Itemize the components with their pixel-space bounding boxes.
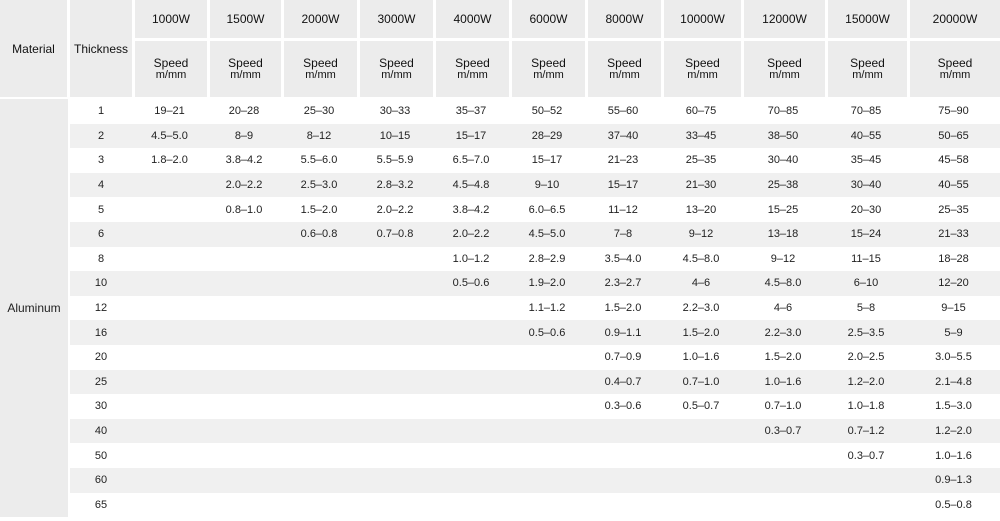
speed-header-row xyxy=(0,41,1000,99)
speed-cell xyxy=(132,370,207,395)
power-header: 12000W xyxy=(741,0,825,41)
speed-cell: 75–90 xyxy=(907,99,1000,124)
speed-cell: 18–28 xyxy=(907,247,1000,272)
speed-cell xyxy=(357,320,433,345)
speed-cell: 35–45 xyxy=(825,148,907,173)
speed-cell: 2.0–2.2 xyxy=(433,222,509,247)
speed-cell: 19–21 xyxy=(132,99,207,124)
speed-cell xyxy=(825,468,907,493)
speed-header xyxy=(357,41,433,99)
speed-cell: 6.0–6.5 xyxy=(509,197,585,222)
speed-cell: 45–58 xyxy=(907,148,1000,173)
table-row xyxy=(0,443,1000,468)
speed-cell: 5.5–6.0 xyxy=(281,148,357,173)
speed-cell xyxy=(433,443,509,468)
speed-cell: 5.5–5.9 xyxy=(357,148,433,173)
speed-cell: 0.5–0.6 xyxy=(433,271,509,296)
power-header: 2000W xyxy=(281,0,357,41)
speed-header xyxy=(433,41,509,99)
speed-cell xyxy=(132,443,207,468)
speed-cell xyxy=(132,222,207,247)
speed-cell: 1.0–1.6 xyxy=(661,345,741,370)
speed-cell: 33–45 xyxy=(661,124,741,149)
table-row xyxy=(0,296,1000,321)
speed-header xyxy=(741,41,825,99)
speed-cell: 1.1–1.2 xyxy=(509,296,585,321)
speed-cell: 30–40 xyxy=(741,148,825,173)
speed-cell xyxy=(357,443,433,468)
speed-cell: 8–9 xyxy=(207,124,281,149)
thickness-cell: 8 xyxy=(70,247,132,272)
speed-cell: 38–50 xyxy=(741,124,825,149)
thickness-cell: 6 xyxy=(70,222,132,247)
speed-cell: 1.5–2.0 xyxy=(661,320,741,345)
speed-cell: 4.5–8.0 xyxy=(661,247,741,272)
table-row xyxy=(0,468,1000,493)
speed-cell: 3.8–4.2 xyxy=(207,148,281,173)
speed-cell xyxy=(281,493,357,518)
speed-cell: 0.7–0.8 xyxy=(357,222,433,247)
speed-cell xyxy=(585,443,661,468)
speed-cell: 13–20 xyxy=(661,197,741,222)
speed-cell xyxy=(207,370,281,395)
speed-cell xyxy=(207,271,281,296)
speed-cell xyxy=(509,345,585,370)
speed-cell xyxy=(207,320,281,345)
speed-cell: 25–38 xyxy=(741,173,825,198)
speed-cell: 10–15 xyxy=(357,124,433,149)
speed-cell xyxy=(281,320,357,345)
speed-cell: 2.5–3.5 xyxy=(825,320,907,345)
speed-cell xyxy=(281,419,357,444)
speed-header xyxy=(825,41,907,99)
speed-cell xyxy=(357,296,433,321)
speed-cell: 0.7–1.2 xyxy=(825,419,907,444)
speed-cell xyxy=(825,493,907,518)
speed-cell xyxy=(585,419,661,444)
thickness-cell: 5 xyxy=(70,197,132,222)
speed-cell: 21–23 xyxy=(585,148,661,173)
table-row xyxy=(0,197,1000,222)
speed-cell: 1.0–1.6 xyxy=(741,370,825,395)
speed-cell xyxy=(509,370,585,395)
speed-cell: 2.2–3.0 xyxy=(741,320,825,345)
speed-unit: m/mm xyxy=(939,69,971,81)
speed-cell xyxy=(132,247,207,272)
speed-cell: 50–65 xyxy=(907,124,1000,149)
speed-cell xyxy=(433,345,509,370)
thickness-cell: 16 xyxy=(70,320,132,345)
speed-cell: 1.5–2.0 xyxy=(585,296,661,321)
speed-cell: 1.5–2.0 xyxy=(741,345,825,370)
power-header: 1000W xyxy=(132,0,207,41)
thickness-cell: 65 xyxy=(70,493,132,518)
speed-header xyxy=(509,41,585,99)
speed-cell: 9–12 xyxy=(741,247,825,272)
speed-cell: 11–15 xyxy=(825,247,907,272)
speed-cell: 0.5–0.6 xyxy=(509,320,585,345)
speed-cell: 11–12 xyxy=(585,197,661,222)
power-header: 4000W xyxy=(433,0,509,41)
speed-cell: 0.6–0.8 xyxy=(281,222,357,247)
speed-cell xyxy=(661,468,741,493)
speed-cell xyxy=(585,493,661,518)
speed-cell xyxy=(132,493,207,518)
speed-cell: 70–85 xyxy=(825,99,907,124)
power-header: 20000W xyxy=(907,0,1000,41)
speed-cell: 2.0–2.2 xyxy=(207,173,281,198)
speed-cell xyxy=(585,468,661,493)
speed-cell: 28–29 xyxy=(509,124,585,149)
power-header: 8000W xyxy=(585,0,661,41)
speed-cell xyxy=(281,443,357,468)
thickness-cell: 4 xyxy=(70,173,132,198)
speed-cell xyxy=(132,197,207,222)
speed-cell xyxy=(357,345,433,370)
speed-cell xyxy=(207,345,281,370)
table-row xyxy=(0,320,1000,345)
table-row xyxy=(0,271,1000,296)
thickness-cell: 3 xyxy=(70,148,132,173)
speed-cell: 1.0–1.2 xyxy=(433,247,509,272)
speed-cell: 2.5–3.0 xyxy=(281,173,357,198)
speed-cell: 30–33 xyxy=(357,99,433,124)
speed-cell: 1.9–2.0 xyxy=(509,271,585,296)
speed-cell xyxy=(281,394,357,419)
power-header-row xyxy=(0,0,1000,41)
speed-cell: 6–10 xyxy=(825,271,907,296)
thickness-cell: 10 xyxy=(70,271,132,296)
speed-cell: 12–20 xyxy=(907,271,1000,296)
power-header: 10000W xyxy=(661,0,741,41)
speed-cell: 4–6 xyxy=(741,296,825,321)
speed-label: Speed xyxy=(531,56,566,70)
speed-cell xyxy=(433,296,509,321)
speed-cell: 9–15 xyxy=(907,296,1000,321)
speed-cell xyxy=(132,419,207,444)
speed-cell xyxy=(509,443,585,468)
speed-cell: 15–17 xyxy=(433,124,509,149)
speed-cell xyxy=(132,320,207,345)
speed-cell: 2.3–2.7 xyxy=(585,271,661,296)
speed-label: Speed xyxy=(767,56,802,70)
speed-label: Speed xyxy=(153,56,189,70)
speed-cell: 2.2–3.0 xyxy=(661,296,741,321)
speed-cell: 0.5–0.7 xyxy=(661,394,741,419)
speed-cell xyxy=(357,271,433,296)
speed-cell: 25–35 xyxy=(907,197,1000,222)
speed-cell: 35–37 xyxy=(433,99,509,124)
speed-cell xyxy=(357,419,433,444)
thickness-cell: 30 xyxy=(70,394,132,419)
speed-unit: m/mm xyxy=(457,69,488,81)
speed-cell: 30–40 xyxy=(825,173,907,198)
table-row xyxy=(0,345,1000,370)
speed-cell: 9–10 xyxy=(509,173,585,198)
speed-cell xyxy=(357,468,433,493)
speed-unit: m/mm xyxy=(533,69,564,81)
speed-cell xyxy=(207,493,281,518)
speed-cell: 0.7–1.0 xyxy=(741,394,825,419)
table-row xyxy=(0,124,1000,149)
power-header: 1500W xyxy=(207,0,281,41)
speed-cell: 0.4–0.7 xyxy=(585,370,661,395)
speed-cell xyxy=(207,443,281,468)
speed-cell: 15–24 xyxy=(825,222,907,247)
speed-cell xyxy=(281,468,357,493)
speed-header xyxy=(132,41,207,99)
speed-unit: m/mm xyxy=(852,69,883,81)
speed-cell: 5–9 xyxy=(907,320,1000,345)
speed-cell: 0.7–1.0 xyxy=(661,370,741,395)
speed-label: Speed xyxy=(303,56,338,70)
speed-cell: 1.5–2.0 xyxy=(281,197,357,222)
speed-cell: 0.9–1.1 xyxy=(585,320,661,345)
thickness-cell: 25 xyxy=(70,370,132,395)
material-header: Material xyxy=(0,0,70,99)
speed-header xyxy=(907,41,1000,99)
speed-cell: 2.1–4.8 xyxy=(907,370,1000,395)
speed-cell xyxy=(433,370,509,395)
speed-cell: 37–40 xyxy=(585,124,661,149)
speed-cell xyxy=(509,493,585,518)
table-row xyxy=(0,370,1000,395)
speed-cell xyxy=(281,247,357,272)
speed-cell xyxy=(281,370,357,395)
speed-cell: 0.8–1.0 xyxy=(207,197,281,222)
thickness-cell: 2 xyxy=(70,124,132,149)
speed-cell: 0.3–0.7 xyxy=(741,419,825,444)
speed-label: Speed xyxy=(379,56,414,70)
power-header: 3000W xyxy=(357,0,433,41)
speed-cell: 2.0–2.5 xyxy=(825,345,907,370)
speed-cell: 2.8–3.2 xyxy=(357,173,433,198)
table-row xyxy=(0,419,1000,444)
speed-cell xyxy=(661,419,741,444)
thickness-cell: 40 xyxy=(70,419,132,444)
speed-unit: m/mm xyxy=(687,69,718,81)
speed-cell: 50–52 xyxy=(509,99,585,124)
speed-header xyxy=(585,41,661,99)
speed-cell: 70–85 xyxy=(741,99,825,124)
speed-header xyxy=(281,41,357,99)
thickness-cell: 20 xyxy=(70,345,132,370)
speed-cell: 40–55 xyxy=(907,173,1000,198)
speed-cell: 5–8 xyxy=(825,296,907,321)
speed-cell: 20–30 xyxy=(825,197,907,222)
speed-cell: 1.2–2.0 xyxy=(907,419,1000,444)
speed-cell xyxy=(132,394,207,419)
speed-cell xyxy=(741,443,825,468)
speed-label: Speed xyxy=(937,56,973,70)
speed-cell: 15–17 xyxy=(509,148,585,173)
speed-label: Speed xyxy=(850,56,885,70)
speed-label: Speed xyxy=(607,56,642,70)
table-row xyxy=(0,148,1000,173)
speed-cell: 21–30 xyxy=(661,173,741,198)
speed-cell xyxy=(207,468,281,493)
speed-cell: 20–28 xyxy=(207,99,281,124)
speed-cell: 0.3–0.7 xyxy=(825,443,907,468)
speed-cell: 25–30 xyxy=(281,99,357,124)
table-row xyxy=(0,173,1000,198)
speed-cell xyxy=(132,345,207,370)
speed-cell: 0.5–0.8 xyxy=(907,493,1000,518)
speed-cell: 2.0–2.2 xyxy=(357,197,433,222)
speed-cell: 60–75 xyxy=(661,99,741,124)
speed-cell: 21–33 xyxy=(907,222,1000,247)
speed-cell: 25–35 xyxy=(661,148,741,173)
power-header: 15000W xyxy=(825,0,907,41)
table-body xyxy=(0,99,1000,517)
speed-cell xyxy=(433,493,509,518)
speed-cell: 4.5–5.0 xyxy=(132,124,207,149)
speed-cell xyxy=(207,247,281,272)
speed-cell: 0.3–0.6 xyxy=(585,394,661,419)
table-header xyxy=(0,0,1000,99)
speed-label: Speed xyxy=(455,56,490,70)
speed-cell xyxy=(207,296,281,321)
speed-cell: 1.0–1.8 xyxy=(825,394,907,419)
table-row xyxy=(0,493,1000,518)
speed-cell: 3.8–4.2 xyxy=(433,197,509,222)
speed-cell xyxy=(132,296,207,321)
speed-cell: 1.0–1.6 xyxy=(907,443,1000,468)
speed-cell xyxy=(207,394,281,419)
speed-cell: 4–6 xyxy=(661,271,741,296)
speed-cell xyxy=(741,468,825,493)
speed-cell: 3.0–5.5 xyxy=(907,345,1000,370)
speed-cell xyxy=(433,419,509,444)
speed-cell xyxy=(661,493,741,518)
speed-unit: m/mm xyxy=(381,69,412,81)
speed-cell xyxy=(207,222,281,247)
speed-unit: m/mm xyxy=(155,69,187,81)
speed-cell: 1.8–2.0 xyxy=(132,148,207,173)
table-row xyxy=(0,99,1000,124)
speed-cell: 15–25 xyxy=(741,197,825,222)
thickness-cell: 1 xyxy=(70,99,132,124)
thickness-cell: 12 xyxy=(70,296,132,321)
speed-unit: m/mm xyxy=(609,69,640,81)
speed-cell: 4.5–5.0 xyxy=(509,222,585,247)
speed-cell xyxy=(509,394,585,419)
material-cell: Aluminum xyxy=(0,99,70,517)
speed-cell xyxy=(433,394,509,419)
thickness-cell: 60 xyxy=(70,468,132,493)
speed-cell: 4.5–8.0 xyxy=(741,271,825,296)
speed-cell: 1.5–3.0 xyxy=(907,394,1000,419)
table-row xyxy=(0,222,1000,247)
speed-label: Speed xyxy=(685,56,720,70)
speed-cell: 4.5–4.8 xyxy=(433,173,509,198)
speed-cell xyxy=(509,419,585,444)
speed-cell: 13–18 xyxy=(741,222,825,247)
speed-cell: 40–55 xyxy=(825,124,907,149)
speed-cell: 9–12 xyxy=(661,222,741,247)
speed-header xyxy=(207,41,281,99)
speed-cell xyxy=(661,443,741,468)
speed-cell: 3.5–4.0 xyxy=(585,247,661,272)
speed-cell xyxy=(433,468,509,493)
speed-cell: 55–60 xyxy=(585,99,661,124)
speed-header xyxy=(661,41,741,99)
speed-cell xyxy=(132,271,207,296)
speed-cell xyxy=(509,468,585,493)
speed-cell: 8–12 xyxy=(281,124,357,149)
speed-label: Speed xyxy=(228,56,263,70)
speed-unit: m/mm xyxy=(230,69,261,81)
speed-cell xyxy=(132,468,207,493)
speed-cell: 1.2–2.0 xyxy=(825,370,907,395)
table-row xyxy=(0,247,1000,272)
speed-cell xyxy=(132,173,207,198)
speed-cell: 0.9–1.3 xyxy=(907,468,1000,493)
speed-cell: 2.8–2.9 xyxy=(509,247,585,272)
speed-cell xyxy=(357,493,433,518)
speed-cell xyxy=(357,394,433,419)
speed-cell: 15–17 xyxy=(585,173,661,198)
table-row xyxy=(0,394,1000,419)
speed-cell xyxy=(433,320,509,345)
speed-cell xyxy=(281,271,357,296)
speed-cell: 7–8 xyxy=(585,222,661,247)
thickness-cell: 50 xyxy=(70,443,132,468)
speed-cell xyxy=(357,370,433,395)
speed-cell xyxy=(741,493,825,518)
speed-cell xyxy=(281,345,357,370)
speed-cell: 6.5–7.0 xyxy=(433,148,509,173)
power-header: 6000W xyxy=(509,0,585,41)
speed-cell: 0.7–0.9 xyxy=(585,345,661,370)
speed-cell xyxy=(207,419,281,444)
speed-unit: m/mm xyxy=(769,69,800,81)
speed-cell xyxy=(281,296,357,321)
speed-unit: m/mm xyxy=(305,69,336,81)
thickness-header: Thickness xyxy=(70,0,132,99)
speed-cell xyxy=(357,247,433,272)
